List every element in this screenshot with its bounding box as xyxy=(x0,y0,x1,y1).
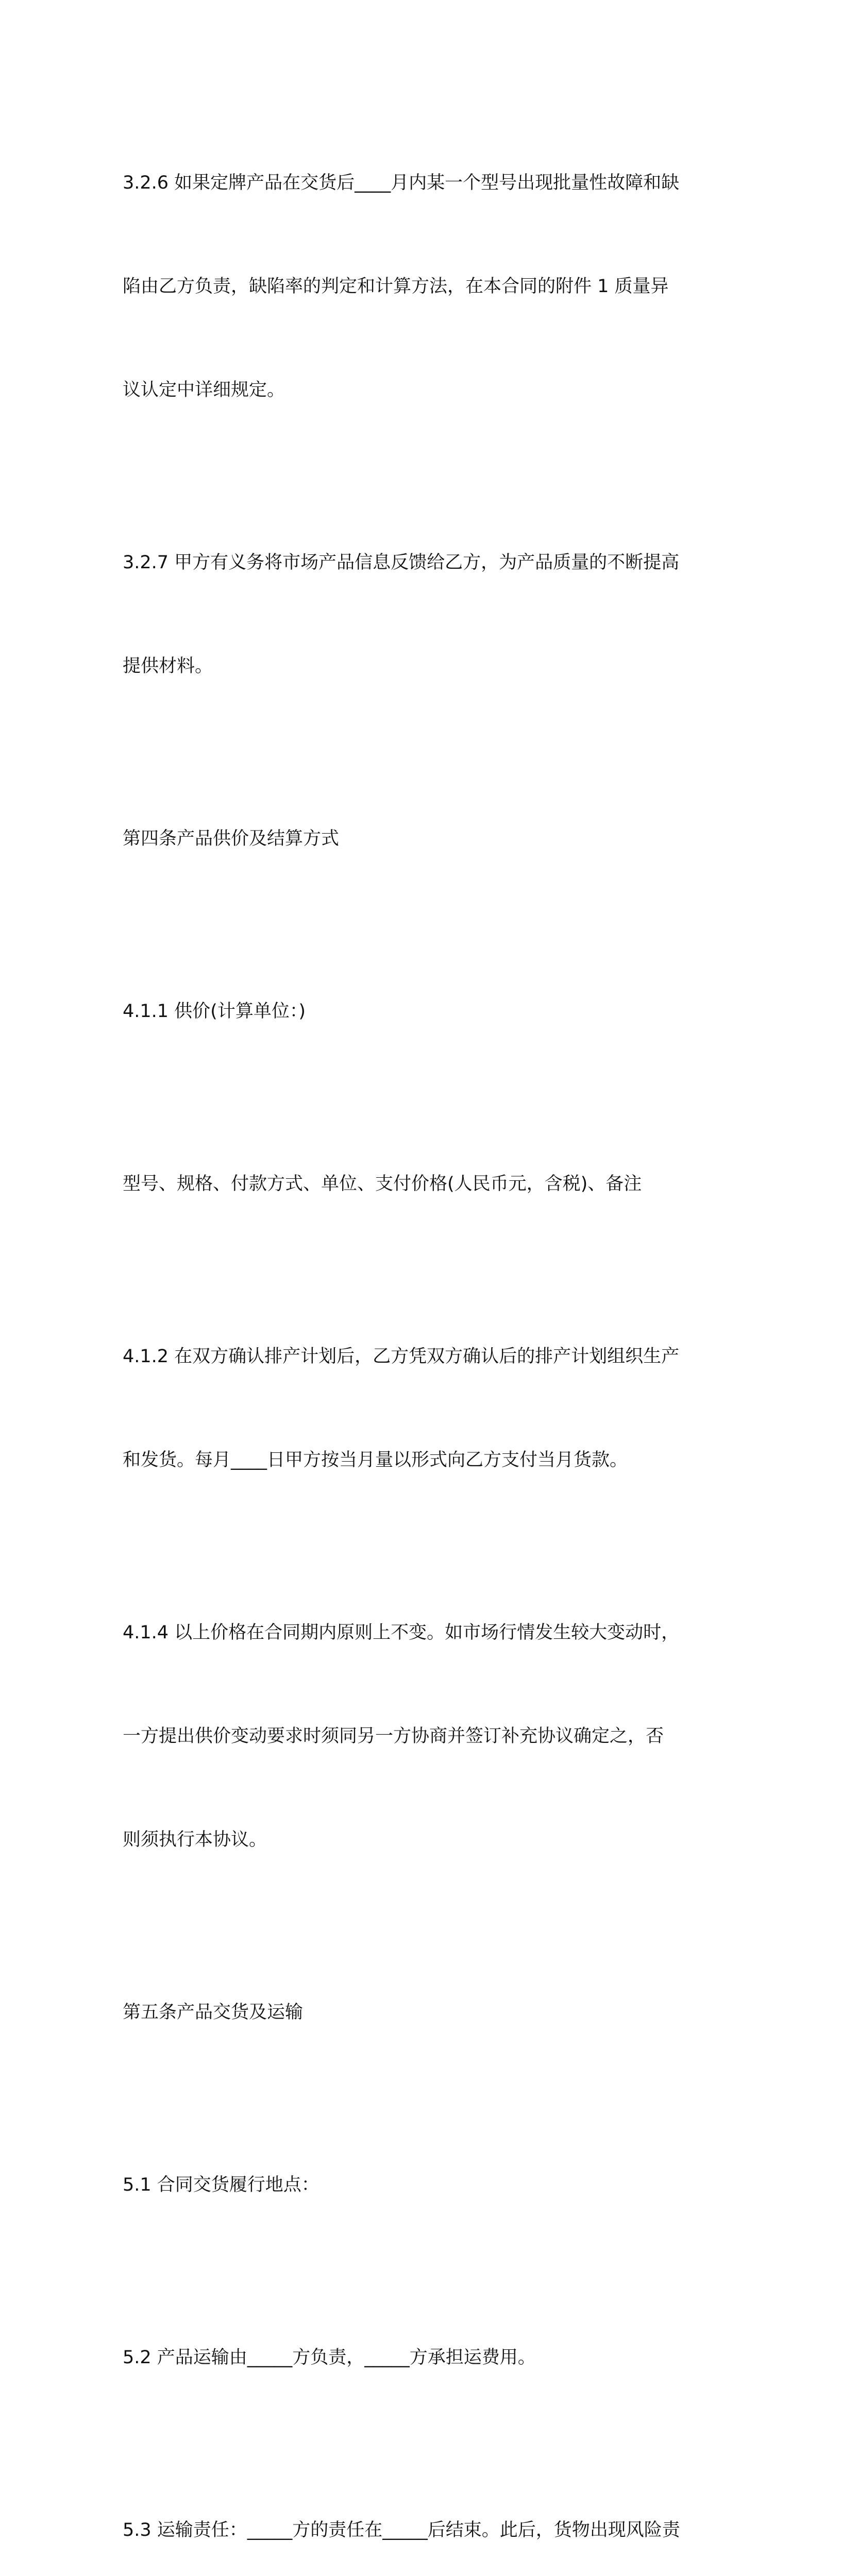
text-line: 型号、规格、付款方式、单位、支付价格(人民币元，含税)、备注 xyxy=(123,1174,642,1194)
clause-3-2-6 xyxy=(123,97,726,477)
text-line: 5.1 合同交货履行地点： xyxy=(123,2175,319,2195)
price-table-header xyxy=(123,1098,726,1270)
clause-5-2 xyxy=(123,2272,726,2444)
text-line: 议认定中详细规定。 xyxy=(123,380,285,400)
text-line: 4.1.2 在双方确认排产计划后，乙方凭双方确认后的排产计划组织生产 xyxy=(123,1346,680,1367)
text-line: 则须执行本协议。 xyxy=(123,1829,267,1850)
text-line: 5.3 运输责任：_____方的责任在_____后结束。此后，货物出现风险责 xyxy=(123,2520,680,2540)
article-4-heading xyxy=(123,753,726,925)
text-line: 提供材料。 xyxy=(123,656,213,676)
clause-5-1 xyxy=(123,2099,726,2272)
clause-5-3 xyxy=(123,2444,726,2576)
text-line: 4.1.4 以上价格在合同期内原则上不变。如市场行情发生较大变动时， xyxy=(123,1622,680,1643)
text-line: 陷由乙方负责，缺陷率的判定和计算方法，在本合同的附件 1 质量异 xyxy=(123,276,669,297)
clause-3-2-7 xyxy=(123,477,726,753)
section-heading: 第四条产品供价及结算方式 xyxy=(123,828,340,849)
text-line: 和发货。每月____日甲方按当月量以形式向乙方支付当月货款。 xyxy=(123,1450,628,1470)
text-line: 一方提出供价变动要求时须同另一方协商并签订补充协议确定之，否 xyxy=(123,1726,664,1747)
clause-4-1-4 xyxy=(123,1547,726,1926)
clause-4-1-2 xyxy=(123,1270,726,1547)
section-heading: 第五条产品交货及运输 xyxy=(123,2002,304,2023)
text-line: 4.1.1 供价(计算单位：) xyxy=(123,1001,306,1022)
text-line: 3.2.6 如果定牌产品在交货后____月内某一个型号出现批量性故障和缺 xyxy=(123,173,680,193)
document-body xyxy=(123,97,726,2576)
text-line: 5.2 产品运输由_____方负责，_____方承担运费用。 xyxy=(123,2347,536,2368)
text-line: 3.2.7 甲方有义务将市场产品信息反馈给乙方，为产品质量的不断提高 xyxy=(123,552,680,573)
article-5-heading xyxy=(123,1926,726,2099)
clause-4-1-1 xyxy=(123,925,726,1098)
